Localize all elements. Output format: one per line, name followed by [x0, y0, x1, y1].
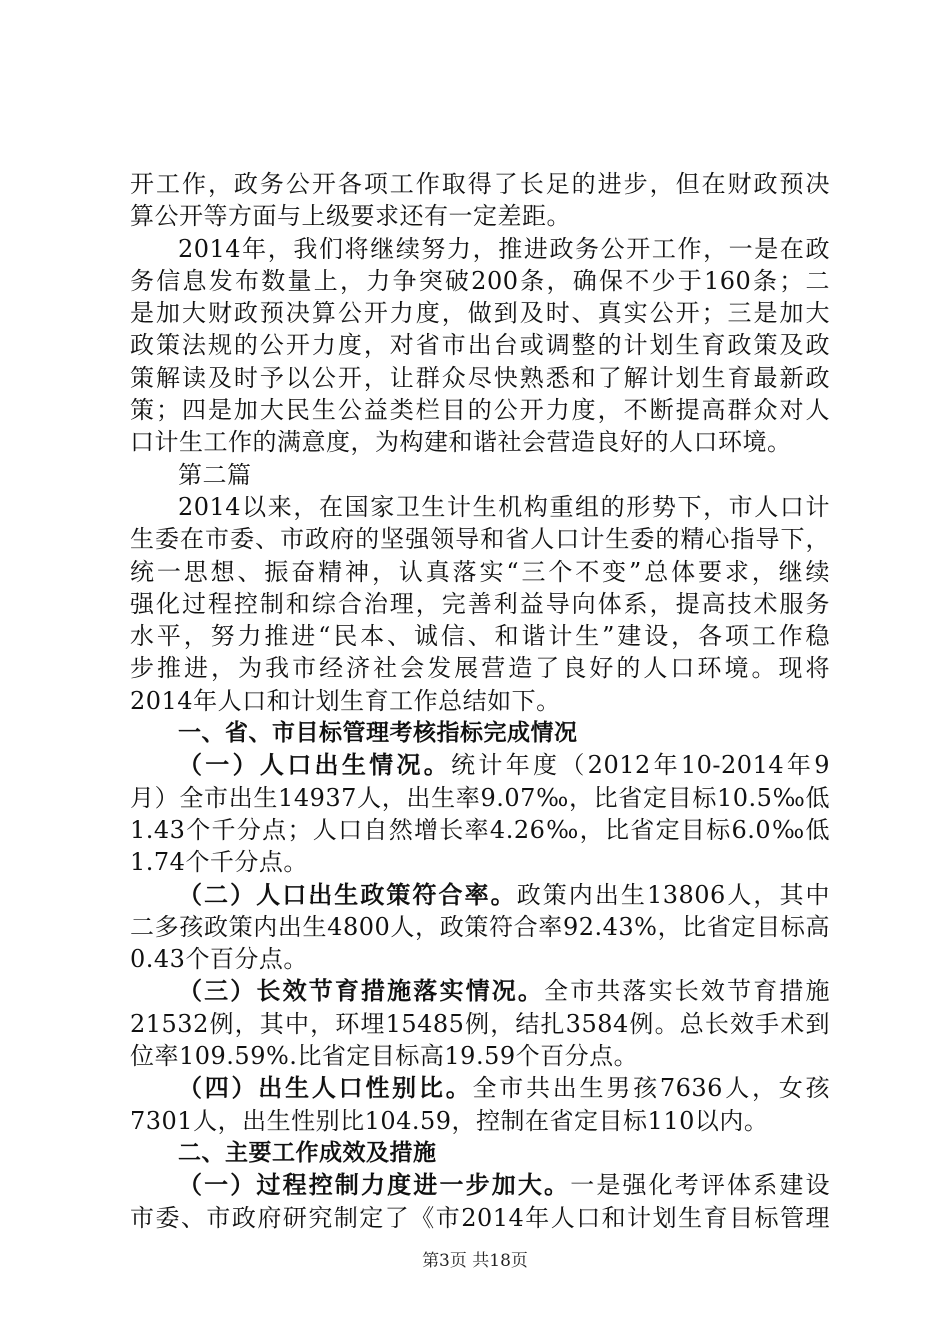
- paragraph-line: 算公开等方面与上级要求还有一定差距。: [130, 202, 571, 231]
- paragraph-line: [130, 1169, 830, 1201]
- paragraph-line: 策解读及时予以公开，让群众尽快熟悉和了解计划生育最新政: [130, 363, 830, 392]
- paragraph-text: 统计年度（2012年10-2014年9: [451, 751, 831, 780]
- paragraph-line: 二多孩政策内出生4800人，政策符合率92.43%，比省定目标高: [130, 912, 830, 941]
- paragraph-line: [130, 749, 830, 781]
- paragraph-line: 开工作，政务公开各项工作取得了长足的进步，但在财政预决: [130, 170, 830, 198]
- subheading: （三）长效节育措施落实情况。: [178, 977, 545, 1006]
- paragraph-line: 步推进，为我市经济社会发展营造了良好的人口环境。现将: [130, 654, 830, 683]
- document-body: [130, 168, 830, 1234]
- heading-1: 一、省、市目标管理考核指标完成情况: [178, 720, 578, 747]
- subheading: （二）人口出生政策符合率。: [178, 880, 517, 909]
- paragraph-line: 务信息发布数量上，力争突破200条，确保不少于160条；二: [130, 266, 830, 295]
- paragraph-line: [130, 975, 830, 1007]
- paragraph-line: 1.74个千分点。: [130, 848, 308, 877]
- paragraph-line: 强化过程控制和综合治理，完善利益导向体系，提高技术服务: [130, 589, 830, 618]
- page-footer: 第3页 共18页: [422, 1251, 528, 1271]
- subheading: （一）人口出生情况。: [178, 751, 452, 780]
- paragraph-line: 统一思想、振奋精神，认真落实“三个不变”总体要求，继续: [130, 557, 830, 586]
- paragraph-line: 月）全市出生14937人，出生率9.07‰，比省定目标10.5‰低: [130, 783, 830, 812]
- paragraph-text: 全市共落实长效节育措施: [544, 977, 831, 1006]
- paragraph-line: 7301人，出生性别比104.59，控制在省定目标110以内。: [130, 1106, 769, 1135]
- paragraph-line: 1.43个千分点；人口自然增长率4.26‰，比省定目标6.0‰低: [130, 815, 830, 844]
- paragraph-line: 口计生工作的满意度，为构建和谐社会营造良好的人口环境。: [130, 428, 792, 457]
- paragraph-line: [130, 879, 830, 911]
- heading-2: 二、主要工作成效及措施: [178, 1139, 437, 1166]
- paragraph-line: 2014以来，在国家卫生计生机构重组的形势下，市人口计: [178, 492, 830, 521]
- paragraph-line: 生委在市委、市政府的坚强领导和省人口计生委的精心指导下，: [130, 525, 830, 554]
- paragraph-line: 政策法规的公开力度，对省市出台或调整的计划生育政策及政: [130, 331, 830, 360]
- paragraph-line: 位率109.59%.比省定目标高19.59个百分点。: [130, 1042, 639, 1071]
- paragraph-line: 是加大财政预决算公开力度，做到及时、真实公开；三是加大: [130, 299, 830, 328]
- paragraph-line: 水平，努力推进“民本、诚信、和谐计生”建设，各项工作稳: [130, 622, 830, 651]
- paragraph-text: 政策内出生13806人，其中: [516, 880, 831, 909]
- paragraph-line: 2014年，我们将继续努力，推进政务公开工作，一是在政: [178, 234, 830, 263]
- paragraph-text: 一是强化考评体系建设: [570, 1171, 830, 1200]
- subheading: （四）出生人口性别比。: [178, 1074, 473, 1103]
- paragraph-line: 21532例，其中，环埋15485例，结扎3584例。总长效手术到: [130, 1009, 830, 1038]
- paragraph-line: [130, 1072, 830, 1104]
- paragraph-line: 0.43个百分点。: [130, 945, 308, 974]
- subheading: （一）过程控制力度进一步加大。: [178, 1171, 571, 1200]
- section-title: 第二篇: [178, 460, 252, 489]
- paragraph-line: 2014年人口和计划生育工作总结如下。: [130, 686, 561, 715]
- paragraph-line: 策；四是加大民生公益类栏目的公开力度，不断提高群众对人: [130, 396, 830, 425]
- paragraph-text: 全市共出生男孩7636人，女孩: [472, 1074, 831, 1103]
- paragraph-line: 市委、市政府研究制定了《市2014年人口和计划生育目标管理: [130, 1203, 830, 1232]
